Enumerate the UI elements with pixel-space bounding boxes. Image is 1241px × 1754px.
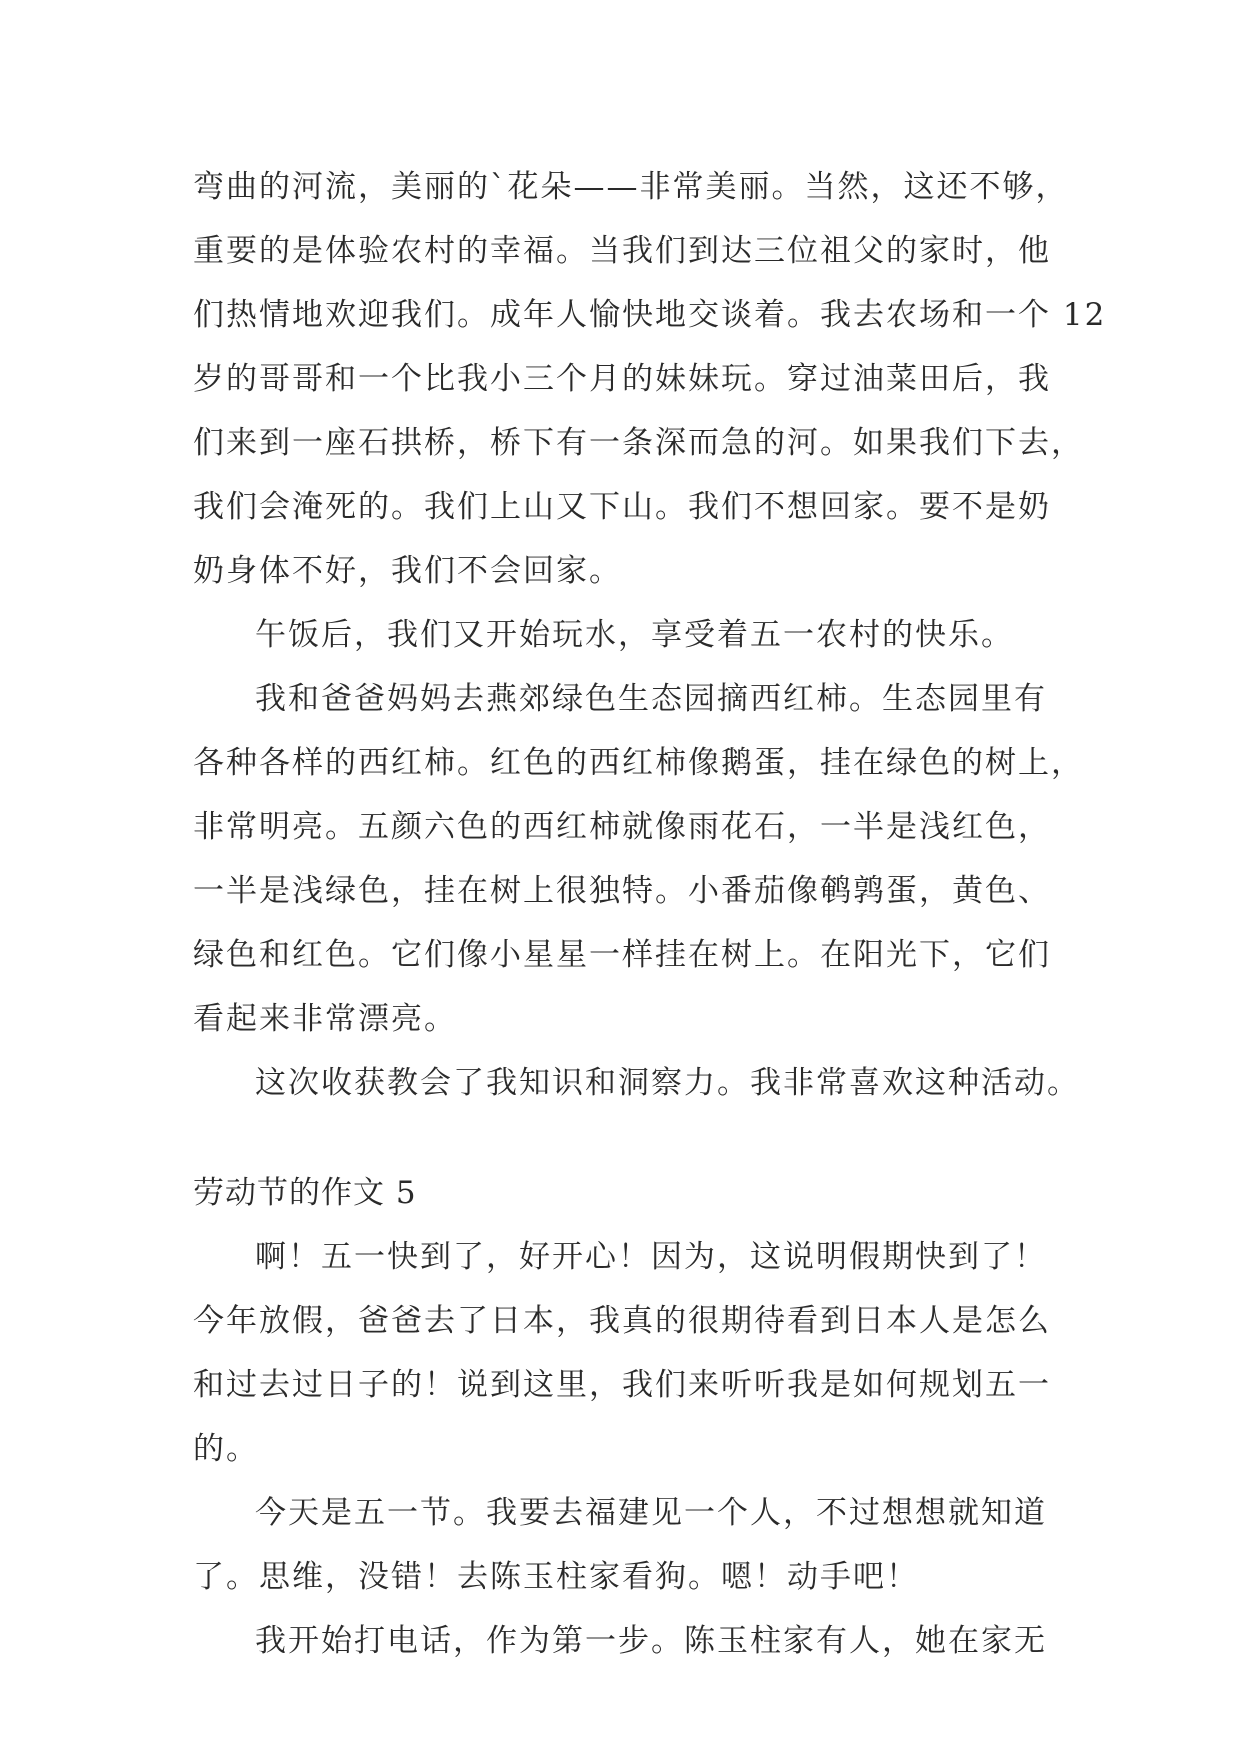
text-line: 午饭后，我们又开始玩水，享受着五一农村的快乐。 <box>255 617 1014 653</box>
text-line: 我们会淹死的。我们上山又下山。我们不想回家。要不是奶 <box>193 489 1051 525</box>
text-line: 们来到一座石拱桥，桥下有一条深而急的河。如果我们下去， <box>193 425 1084 461</box>
text-line: 看起来非常漂亮。 <box>193 1001 457 1037</box>
text-line: 重要的是体验农村的幸福。当我们到达三位祖父的家时，他 <box>193 233 1051 269</box>
text-line: 奶身体不好，我们不会回家。 <box>193 553 622 589</box>
text-line: 啊！五一快到了，好开心！因为，这说明假期快到了！ <box>255 1239 1047 1275</box>
text-line: 绿色和红色。它们像小星星一样挂在树上。在阳光下，它们 <box>193 937 1051 973</box>
text-line: 的。 <box>193 1431 259 1467</box>
paragraph <box>193 667 1084 1051</box>
paragraph <box>193 1225 1073 1481</box>
paragraph <box>193 155 1107 603</box>
text-line: 和过去过日子的！说到这里，我们来听听我是如何规划五一 <box>193 1367 1051 1403</box>
paragraph <box>193 1481 1073 1609</box>
text-line: 非常明亮。五颜六色的西红柿就像雨花石，一半是浅红色， <box>193 809 1051 845</box>
text-line: 了。思维，没错！去陈玉柱家看狗。嗯！动手吧！ <box>193 1559 919 1595</box>
text-line: 这次收获教会了我知识和洞察力。我非常喜欢这种活动。 <box>255 1065 1080 1101</box>
text-line: 各种各样的西红柿。红色的西红柿像鹅蛋，挂在绿色的树上， <box>193 745 1084 781</box>
text-line: 我和爸爸妈妈去燕郊绿色生态园摘西红柿。生态园里有 <box>255 681 1047 717</box>
text-line: 今年放假，爸爸去了日本，我真的很期待看到日本人是怎么 <box>193 1303 1051 1339</box>
text-line: 今天是五一节。我要去福建见一个人，不过想想就知道 <box>255 1495 1047 1531</box>
section-heading: 劳动节的作文 5 <box>193 1175 417 1211</box>
text-line: 一半是浅绿色，挂在树上很独特。小番茄像鹌鹑蛋，黄色、 <box>193 873 1051 909</box>
paragraph <box>193 603 1073 667</box>
section-spacer <box>193 1115 1073 1161</box>
text-line: 岁的哥哥和一个比我小三个月的妹妹玩。穿过油菜田后，我 <box>193 361 1051 397</box>
document-body <box>193 155 1107 1673</box>
paragraph <box>193 1609 1073 1673</box>
paragraph <box>193 1051 1080 1115</box>
text-line: 们热情地欢迎我们。成年人愉快地交谈着。我去农场和一个 12 <box>193 297 1107 333</box>
text-line: 我开始打电话，作为第一步。陈玉柱家有人，她在家无 <box>255 1623 1047 1659</box>
text-line: 弯曲的河流，美丽的`花朵——非常美丽。当然，这还不够， <box>193 169 1069 205</box>
